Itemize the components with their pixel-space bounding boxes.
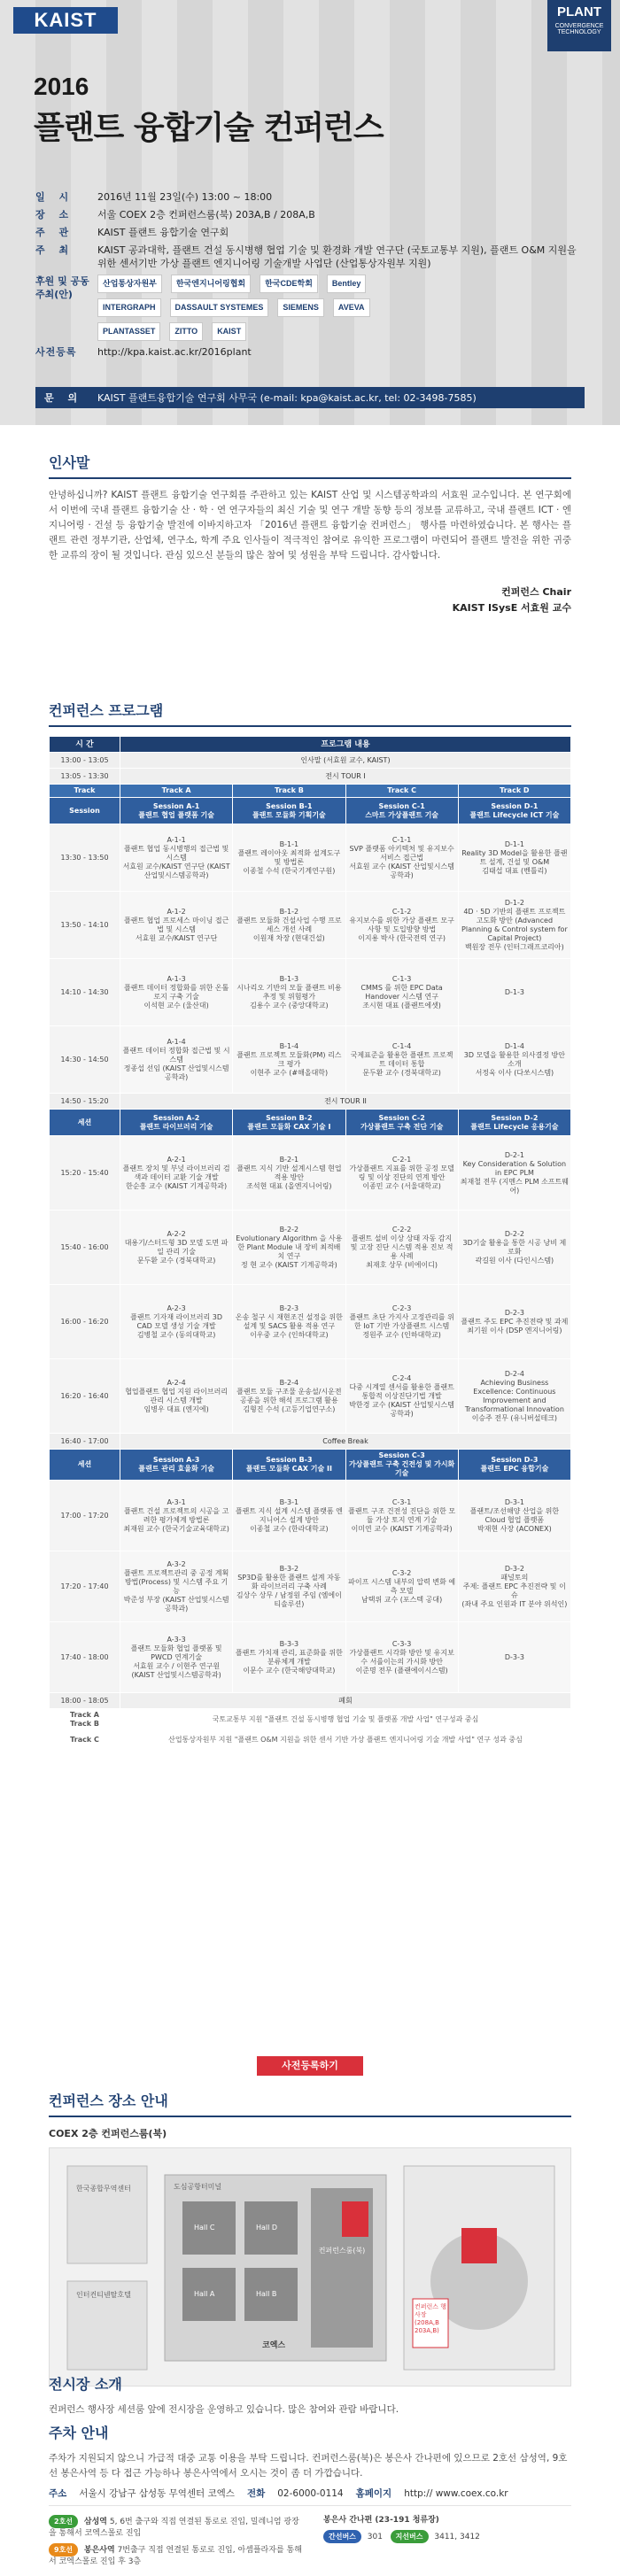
session-header: Session B-1 플랜트 모듈화 기획기술 bbox=[233, 798, 345, 824]
session-talk: B-1-3 시나리오 기반의 모듈 플랜트 비용 추정 및 위험평가 김용수 교수 (중앙대학교) bbox=[233, 959, 345, 1026]
time-cell: 17:20 - 17:40 bbox=[50, 1551, 120, 1622]
session-talk: B-3-3 플랜트 가치재 관리, 표준화를 위한 분류체계 개발 이문수 교수 (한국해양대학교) bbox=[233, 1622, 345, 1693]
session-header: Session A-3 플랜트 관리 효율화 기술 bbox=[120, 1450, 233, 1481]
address-row: 주소 서울시 강남구 삼성동 무역센터 코엑스 전화 02-6000-0114 홈페이지 http:// www.coex.co.kr bbox=[49, 2481, 571, 2506]
session-talk: A-3-3 플랜트 모듈화 협업 플랫폼 및 PWCD 연계기술 서효원 교수 / 이현주 연구원 (KAIST 산업및시스템공학과) bbox=[120, 1622, 233, 1693]
map-label-hall-d: Hall D bbox=[256, 2224, 278, 2232]
kaist-logo[interactable]: KAIST bbox=[13, 7, 118, 34]
session-talk: C-1-2 유지보수를 위한 가상 플랜트 모구사항 및 도입방향 방법 이지용 박사 (한국전력 연구) bbox=[345, 892, 458, 959]
session-talk: D-2-4 Achieving Business Excellence: Continuous Improvement and Transformational Innovation 이승주 전무 (유니버설테크) bbox=[458, 1359, 570, 1434]
program-item: Coffee Break bbox=[120, 1434, 571, 1450]
session-talk: B-2-2 Evolutionary Algorithm 을 사용한 Plant Module 내 장비 최적배치 연구 정 현 교수 (KAIST 기계공학과) bbox=[233, 1211, 345, 1285]
session-header: Session A-1 플랜트 협업 플랫폼 기술 bbox=[120, 798, 233, 824]
program-table bbox=[49, 736, 571, 1749]
sponsor-logo: 한국CDE학회 bbox=[260, 275, 318, 293]
session-label: 세션 bbox=[50, 1450, 120, 1481]
sponsor-logo: KAIST bbox=[212, 322, 246, 341]
session-talk: D-2-3 플랜트 주도 EPC 추진전략 및 과제 최기원 이사 (DSP 엔지니어링) bbox=[458, 1285, 570, 1359]
line9-info: 9호선 봉은사역 7번출구 직접 연결된 통로로 진입, 아셈플라자를 통해서 코엑스몰로 진입 후 3층 bbox=[49, 2543, 306, 2568]
track-header: Track D bbox=[458, 785, 570, 798]
map-label-tower: 한국종합무역센터 bbox=[76, 2185, 131, 2193]
greeting-title: 인사말 bbox=[49, 452, 571, 479]
contact-info: KAIST 플랜트융합기술 연구회 사무국 (e-mail: kpa@kaist.ac.kr, tel: 02-3498-7585) bbox=[97, 392, 477, 404]
plant-logo bbox=[547, 0, 611, 51]
line2-info: 2호선 삼성역 5, 6번 출구와 직접 연결된 통로로 진입, 밀레니엄 광장을 통해서 코엑스몰로 진입 bbox=[49, 2515, 306, 2540]
session-header: Session C-1 스마트 가상플랜트 기술 bbox=[345, 798, 458, 824]
sponsor-logo: DASSAULT SYSTEMES bbox=[170, 298, 269, 317]
program-section bbox=[49, 700, 571, 1749]
session-talk: C-1-1 SVP 플랫폼 아키텍처 및 유지보수 서비스 접근법 서효원 교수 (KAIST 산업및시스템공학과) bbox=[345, 824, 458, 892]
track-header: Track C bbox=[345, 785, 458, 798]
session-talk: A-1-4 플랜트 데이터 정합화 접근법 및 시스템 정종섭 선임 (KAIST 산업및시스템공학과) bbox=[120, 1026, 233, 1094]
session-header: Session D-3 플랜트 EPC 융합기술 bbox=[458, 1450, 570, 1481]
hero-banner bbox=[0, 0, 620, 425]
time-cell: 15:20 - 15:40 bbox=[50, 1136, 120, 1211]
map-label-hotel: 인터컨티넨탈호텔 bbox=[76, 2291, 131, 2299]
session-talk: C-2-2 플랜트 설비 이상 상태 자동 감지 및 고장 진단 시스템 적용 진보 적용 사례 최재호 상무 (비에이디) bbox=[345, 1211, 458, 1285]
session-talk: C-3-2 파이프 시스템 내부의 압력 변화 예측 모델 남택위 교수 (포스텍 공대) bbox=[345, 1551, 458, 1622]
venue-subtitle: COEX 2층 컨퍼런스룸(북) bbox=[49, 2128, 167, 2139]
greeting-signature: 컨퍼런스 Chair KAIST ISysE 서효원 교수 bbox=[452, 586, 571, 614]
session-talk: C-2-4 다중 시계열 센서를 활용한 플랜트 통합적 이상진단기법 개발 박한경 교수 (KAIST 산업및시스템공학과) bbox=[345, 1359, 458, 1434]
sponsor-logo: ZITTO bbox=[169, 322, 203, 341]
session-talk: D-1-3 bbox=[458, 959, 570, 1026]
time-cell: 16:40 - 17:00 bbox=[50, 1434, 120, 1450]
program-item: 폐회 bbox=[120, 1693, 571, 1709]
sponsor-logo: 한국엔지니어링협회 bbox=[171, 275, 251, 293]
sponsor-logo: SIEMENS bbox=[277, 298, 324, 317]
time-cell: 13:00 - 13:05 bbox=[50, 753, 120, 769]
bus-info: 봉은사 간나편 (23-191 청류장) 간선버스 301 지선버스 3411, 3412 bbox=[323, 2516, 480, 2541]
session-talk: A-2-1 플랜트 장치 및 부넛 라이브러리 검색과 데이터 교환 기술 개발 한순흥 교수 (KAIST 기계공학과) bbox=[120, 1136, 233, 1211]
info-registration: 사전등록 http://kpa.kaist.ac.kr/2016plant bbox=[35, 345, 585, 359]
session-talk: C-3-1 플랜트 구조 건전성 진단을 위한 모듈 가상 토지 연계 기술 이미연 교수 (KAIST 기계공학과) bbox=[345, 1481, 458, 1551]
event-year: 2016 bbox=[34, 73, 89, 100]
sponsor-logos bbox=[97, 275, 381, 341]
sponsor-logo: AVEVA bbox=[333, 298, 370, 317]
session-talk: D-2-1 Key Consideration & Solution in EPC PLM 최재철 전무 (지멘스 PLM 소프트웨어) bbox=[458, 1136, 570, 1211]
website-link[interactable]: http:// www.coex.co.kr bbox=[404, 2487, 508, 2499]
col-header-time: 시 간 bbox=[50, 737, 120, 753]
time-cell: 15:40 - 16:00 bbox=[50, 1211, 120, 1285]
greeting-section bbox=[49, 452, 571, 616]
session-talk: B-1-2 플랜트 모듈화 건설사업 수행 프로세스 개선 사례 이원재 차장 (현대건설) bbox=[233, 892, 345, 959]
register-button[interactable]: 사전등록하기 bbox=[257, 2056, 363, 2076]
time-cell: 17:00 - 17:20 bbox=[50, 1481, 120, 1551]
info-host: 주 관 KAIST 플랜트 융합기술 연구회 bbox=[35, 227, 229, 238]
session-header: Session B-2 플랜트 모듈화 CAX 기술 I bbox=[233, 1110, 345, 1136]
exhibit-section bbox=[49, 2373, 571, 2417]
map-label-hall-a: Hall A bbox=[194, 2290, 215, 2298]
time-cell: 17:40 - 18:00 bbox=[50, 1622, 120, 1693]
venue-section bbox=[49, 2090, 571, 2386]
session-talk: D-1-2 4D · 5D 기반의 플랜트 프로젝트 고도화 방안 (Advanced Planning & Control system for Capital Project) 백원장 전무 (인터그래프코리아) bbox=[458, 892, 570, 959]
session-talk: B-2-1 플랜트 지식 기반 설계시스템 현업 적용 방안 조석현 대표 (올엔지니어링) bbox=[233, 1136, 345, 1211]
session-talk: D-2-2 3D기술 활용을 통한 시공 낭비 제로화 곽길원 이사 (다인시스템) bbox=[458, 1211, 570, 1285]
session-talk: A-2-2 대용기/스터드형 3D 모델 도면 파일 관리 기술 문두환 교수 (경북대학교) bbox=[120, 1211, 233, 1285]
map-label-airport: 도심공항터미널 bbox=[174, 2183, 222, 2191]
time-cell: 13:50 - 14:10 bbox=[50, 892, 120, 959]
info-place: 장 소 서울 COEX 2층 컨퍼런스룸(북) 203A,B / 208A,B bbox=[35, 209, 315, 220]
venue-title: 컨퍼런스 장소 안내 bbox=[49, 2090, 571, 2117]
map-label-hall-b: Hall B bbox=[256, 2290, 277, 2298]
program-item: 인사말 (서효원 교수, KAIST) bbox=[120, 753, 571, 769]
session-talk: A-3-2 플랜트 프로젝트관리 중 공정 계획 방법(Process) 및 시스템 주요 기능 박준성 부장 (KAIST 산업및시스템공학과) bbox=[120, 1551, 233, 1622]
time-cell: 16:20 - 16:40 bbox=[50, 1359, 120, 1434]
session-header: Session C-2 가상플랜트 구축 전단 기술 bbox=[345, 1110, 458, 1136]
session-header: Session D-2 플랜트 Lifecycle 응용기술 bbox=[458, 1110, 570, 1136]
program-item: 전시 TOUR I bbox=[120, 769, 571, 785]
parking-section bbox=[49, 2422, 571, 2568]
registration-link[interactable]: http://kpa.kaist.ac.kr/2016plant bbox=[97, 346, 252, 358]
track-header: Track B bbox=[233, 785, 345, 798]
session-talk: B-1-1 플랜트 레이아웃 최적화 설계도구 및 방법론 이종철 수석 (한국기계연구원) bbox=[233, 824, 345, 892]
session-talk: B-3-1 플랜트 지식 설계 시스템 플랫폼 엔지니어스 설계 방안 이종철 교수 (한라대학교) bbox=[233, 1481, 345, 1551]
program-item: 전시 TOUR II bbox=[120, 1094, 571, 1110]
exhibit-title: 전시장 소개 bbox=[49, 2376, 122, 2393]
track-label: Track bbox=[50, 785, 120, 798]
time-cell: 14:50 - 15:20 bbox=[50, 1094, 120, 1110]
event-title: 플랜트 융합기술 컨퍼런스 bbox=[34, 110, 384, 146]
session-label: 세션 bbox=[50, 1110, 120, 1136]
session-talk: C-3-3 가상플랜트 시각화 방안 및 유지보수 서를이는의 가시화 방안 이준명 전무 (플랜에이시스템) bbox=[345, 1622, 458, 1693]
session-talk: C-2-1 가상플랜트 지표를 위한 공정 모델링 및 이상 진단의 연계 방안 이종민 교수 (서울대학교) bbox=[345, 1136, 458, 1211]
plant-logo-subtext: CONVERGENCE TECHNOLOGY bbox=[554, 22, 604, 36]
plant-logo-text: PLANT bbox=[557, 4, 601, 19]
program-title: 컨퍼런스 프로그램 bbox=[49, 700, 571, 727]
time-cell: 16:00 - 16:20 bbox=[50, 1285, 120, 1359]
session-talk: A-1-2 플랜트 협업 프로세스 마이닝 접근법 및 시스템 서효원 교수/KAIST 연구단 bbox=[120, 892, 233, 959]
session-talk: A-1-1 플랜트 협업 동시병행의 접근법 및 시스템 서효원 교수/KAIST 연구단 (KAIST 산업및시스템공학과) bbox=[120, 824, 233, 892]
time-cell: 18:00 - 18:05 bbox=[50, 1693, 120, 1709]
col-header-content: 프로그램 내용 bbox=[120, 737, 571, 753]
note-text: 국토교통부 지원 "플랜트 건설 동시병행 협업 기술 및 플랫폼 개발 사업" 연구성과 중심 bbox=[120, 1709, 571, 1731]
session-label: Session bbox=[50, 798, 120, 824]
session-talk: D-3-3 bbox=[458, 1622, 570, 1693]
event-info bbox=[35, 190, 585, 363]
session-talk: D-1-4 3D 모델을 활용한 의사결정 방안 소개 서정욱 이사 (다쏘시스템) bbox=[458, 1026, 570, 1094]
session-talk: B-3-2 SP3D를 활용한 플랜트 설계 자동 화 라이브러리 구축 사례 김상수 상무 / 남정원 주임 (엠에이티솔루션) bbox=[233, 1551, 345, 1622]
session-header: Session D-1 플랜트 Lifecycle ICT 기술 bbox=[458, 798, 570, 824]
phone-text: 02-6000-0114 bbox=[277, 2487, 344, 2499]
session-header: Session A-2 플랜트 라이브러리 기술 bbox=[120, 1110, 233, 1136]
session-talk: B-2-4 플랜트 모듈 구조물 운송설/시운전 공종을 위한 해석 프로그램 활용 김형진 수석 (고등기업연구소) bbox=[233, 1359, 345, 1434]
transit-info bbox=[49, 2515, 571, 2568]
exhibit-body: 컨퍼런스 행사장 세션룸 앞에 전시장을 운영하고 있습니다. 많은 참여와 관람 바랍니다. bbox=[49, 2404, 399, 2415]
session-talk: B-1-4 플랜트 프로젝트 모듈화(PM) 리스크 평가 이현주 교수 (#해올대학) bbox=[233, 1026, 345, 1094]
venue-map[interactable] bbox=[49, 2147, 571, 2386]
time-cell: 13:05 - 13:30 bbox=[50, 769, 120, 785]
session-header: Session C-3 가상플랜트 구축 건전성 및 가시화 기술 bbox=[345, 1450, 458, 1481]
time-cell: 14:10 - 14:30 bbox=[50, 959, 120, 1026]
parking-body: 주차가 지원되지 않으니 가급적 대중 교통 이용을 부탁 드립니다. 컨퍼런스룸(북)은 봉은사 간나편에 있으므로 2호선 삼성역, 9호선 봉은사역 등 다 접근 가능하나 봉은사역에서 오시는 것이 좀 더 가깝습니다. bbox=[49, 2453, 568, 2479]
session-talk: C-1-3 CMMS 를 위한 EPC Data Handover 시스템 연구 조시현 대표 (플랜트에셋) bbox=[345, 959, 458, 1026]
session-talk: D-3-1 플랜트/조선해양 산업을 위한 Cloud 협업 플랫폼 박재현 사장 (ACONEX) bbox=[458, 1481, 570, 1551]
info-sponsors: 후원 및 공동주최(안) 산업통상자원부 한국엔지니어링협회 한국CDE학회 Bentley INTERGRAPH DASSAULT SYSTEMES SIEMENS AVEVA PLANTASSET ZITTO KAIST bbox=[35, 275, 585, 341]
session-talk: D-1-1 Reality 3D Model을 활용한 플랜트 설계, 건설 및 O&M 김태섭 대표 (벤틀리) bbox=[458, 824, 570, 892]
time-cell: 13:30 - 13:50 bbox=[50, 824, 120, 892]
session-talk: B-2-3 온송 철구 시 재현조건 설정을 위한 설계 및 SACS 활용 적용 연구 이우중 교수 (인하대학교) bbox=[233, 1285, 345, 1359]
map-label-room: 컨퍼런스룸(북) bbox=[318, 2247, 366, 2255]
session-talk: A-2-3 플랜트 기자재 라이브러리 3D CAD 모델 생성 기술 개발 김병철 교수 (동의대학교) bbox=[120, 1285, 233, 1359]
note-tag: Track C bbox=[50, 1731, 120, 1749]
session-talk: C-1-4 국제표준을 활용한 플랜트 프로젝트 데이터 통합 문두환 교수 (경북대학교) bbox=[345, 1026, 458, 1094]
session-talk: A-3-1 플랜트 건설 프로젝트의 시공을 고려한 평가체계 방법론 최재원 교수 (한국기술교육대학교) bbox=[120, 1481, 233, 1551]
map-venue-note: 컨퍼런스 행사장 (208A,B 203A,B) bbox=[415, 2303, 447, 2334]
session-talk: C-2-3 플랜트 초단 가지사 고정관리를 위한 IoT 기반 가상플랜트 시스템 정원주 교수 (인하대학교) bbox=[345, 1285, 458, 1359]
map-label-hall-c: Hall C bbox=[194, 2224, 215, 2232]
sponsor-logo: Bentley bbox=[327, 275, 367, 293]
session-talk: D-3-2 패널토의 주제: 플랜트 EPC 추진전략 및 이슈 (좌내 주요 인원과 IT 분야 위석인) bbox=[458, 1551, 570, 1622]
contact-bar: 문 의 KAIST 플랜트융합기술 연구회 사무국 (e-mail: kpa@kaist.ac.kr, tel: 02-3498-7585) bbox=[35, 387, 585, 408]
greeting-body: 안녕하십니까? KAIST 플랜트 융합기술 연구회를 주관하고 있는 KAIST 산업 및 시스템공학과의 서효원 교수입니다. 본 연구회에서 이번에 국내 플랜트 융합기술 산 · 학 · 연 연구자들의 최신 기술 및 연구 개발 동향 등의 정보를 교류하고, 국내 플랜트 ICT · 엔지니어링 · 건설 등 융합기술 발전에 이바지하고자 「2016년 플랜트 융합기술 컨퍼런스」 행사를 마련하였습니다. 본 행사는 플랜트 관련 정부기관, 산업체, 연구소, 학계 주요 인사들이 적극적인 참여로 유익한 프로그램이 마련되어 플랜트 발전을 위한 귀중한 교류의 장이 될 것입니다. 관심 있으신 분들의 많은 참여 및 성원을 부탁 드립니다. 감사합니다. bbox=[49, 490, 571, 561]
session-talk: A-1-3 플랜트 데이터 정합화를 위한 온톨로지 구축 기술 이석현 교수 (울산대) bbox=[120, 959, 233, 1026]
address-text: 서울시 강남구 삼성동 무역센터 코엑스 bbox=[79, 2488, 235, 2499]
info-organizer: 주 최 KAIST 공과대학, 플랜트 건설 동시병행 협업 기술 및 환경화 개발 연구단 (국토교통부 지원), 플랜트 O&M 지원을 위한 센서기반 가상 플랜트 엔지니어링 기술개발 사업단 (산업통상자원부 지원) bbox=[35, 244, 577, 269]
note-text: 산업통상자원부 지원 "플랜트 O&M 지원을 위한 센서 기반 가상 플랜트 엔지니어링 기술 개발 사업" 연구 성과 중심 bbox=[120, 1731, 571, 1749]
info-date: 일 시 2016년 11월 23일(수) 13:00 ~ 18:00 bbox=[35, 191, 273, 203]
map-label-coex: 코엑스 bbox=[262, 2341, 286, 2350]
sponsor-logo: INTERGRAPH bbox=[97, 298, 161, 317]
track-header: Track A bbox=[120, 785, 233, 798]
sponsor-logo: PLANTASSET bbox=[97, 322, 160, 341]
time-cell: 14:30 - 14:50 bbox=[50, 1026, 120, 1094]
session-header: Session B-3 플랜트 모듈화 CAX 기술 II bbox=[233, 1450, 345, 1481]
session-talk: A-2-4 협업플랜트 협업 지원 라이브러리 관리 시스템 개발 임병우 대표 (엔지에) bbox=[120, 1359, 233, 1434]
sponsor-logo: 산업통상자원부 bbox=[97, 275, 162, 293]
parking-title: 주차 안내 bbox=[49, 2425, 109, 2441]
note-tag: Track A Track B bbox=[50, 1709, 120, 1731]
